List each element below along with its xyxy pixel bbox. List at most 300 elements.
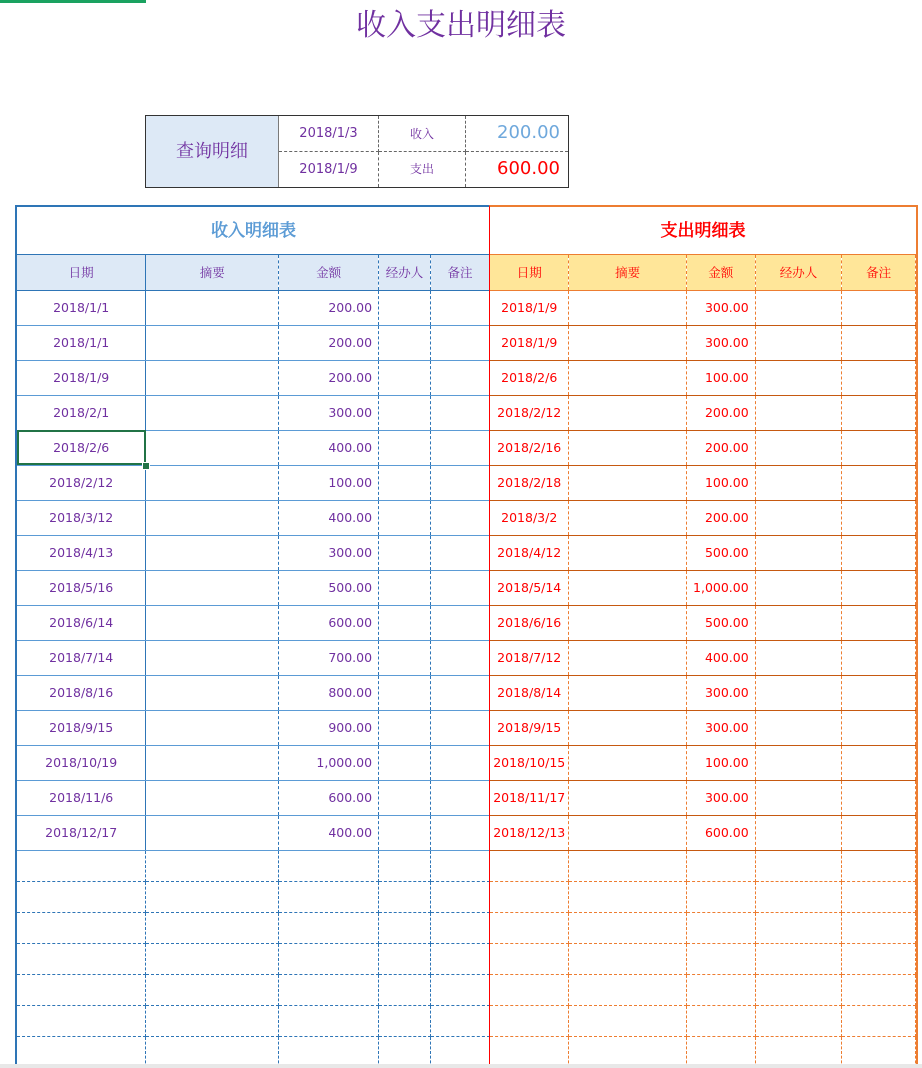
expense-empty-cell[interactable] [569, 943, 686, 974]
income-empty-cell[interactable] [17, 1005, 146, 1036]
expense-amount-cell[interactable]: 500.00 [686, 605, 755, 640]
income-summary-cell[interactable] [146, 570, 279, 605]
income-empty-cell[interactable] [279, 912, 379, 943]
expense-amount-cell[interactable]: 300.00 [686, 710, 755, 745]
income-note-cell[interactable] [431, 710, 490, 745]
income-date-cell[interactable]: 2018/12/17 [17, 815, 146, 850]
expense-date-cell[interactable]: 2018/2/6 [490, 360, 569, 395]
expense-summary-cell[interactable] [569, 290, 686, 325]
income-summary-cell[interactable] [146, 360, 279, 395]
expense-note-cell[interactable] [842, 535, 916, 570]
income-summary-cell[interactable] [146, 430, 279, 465]
expense-summary-cell[interactable] [569, 535, 686, 570]
expense-table-panel [489, 205, 918, 1068]
table-row [490, 710, 916, 745]
income-amount-cell[interactable]: 100.00 [279, 465, 379, 500]
table-row [17, 710, 490, 745]
income-empty-cell[interactable] [431, 974, 490, 1005]
table-row [17, 395, 490, 430]
table-row [17, 1036, 490, 1067]
active-cell-tab-accent [0, 0, 146, 3]
expense-note-cell[interactable] [842, 605, 916, 640]
income-amount-cell[interactable]: 400.00 [279, 500, 379, 535]
income-note-cell[interactable] [431, 675, 490, 710]
expense-header-cell[interactable]: 备注 [842, 255, 916, 290]
expense-header-cell[interactable]: 日期 [490, 255, 569, 290]
expense-empty-cell[interactable] [490, 1036, 569, 1067]
expense-handler-cell[interactable] [755, 430, 842, 465]
expense-handler-cell[interactable] [755, 815, 842, 850]
expense-note-cell[interactable] [842, 290, 916, 325]
table-row [17, 974, 490, 1005]
expense-empty-cell[interactable] [686, 881, 755, 912]
table-row [490, 1036, 916, 1067]
income-empty-cell[interactable] [17, 943, 146, 974]
expense-empty-cell[interactable] [755, 1005, 842, 1036]
income-table [17, 255, 490, 1068]
table-row [17, 465, 490, 500]
income-date-cell[interactable]: 2018/1/1 [17, 325, 146, 360]
expense-amount-cell[interactable]: 200.00 [686, 395, 755, 430]
expense-summary-cell[interactable] [569, 395, 686, 430]
expense-handler-cell[interactable] [755, 570, 842, 605]
income-empty-cell[interactable] [431, 881, 490, 912]
income-amount-cell[interactable]: 300.00 [279, 395, 379, 430]
query-end-date-cell[interactable]: 2018/1/9 [279, 152, 379, 187]
income-empty-cell[interactable] [431, 912, 490, 943]
table-row [17, 1005, 490, 1036]
expense-summary-cell[interactable] [569, 780, 686, 815]
expense-note-cell[interactable] [842, 325, 916, 360]
table-row [490, 640, 916, 675]
income-empty-cell[interactable] [17, 974, 146, 1005]
table-row [490, 500, 916, 535]
income-summary-cell[interactable] [146, 640, 279, 675]
expense-summary-cell[interactable] [569, 605, 686, 640]
income-summary-cell[interactable] [146, 745, 279, 780]
expense-date-cell[interactable]: 2018/1/9 [490, 325, 569, 360]
expense-summary-cell[interactable] [569, 430, 686, 465]
expense-note-cell[interactable] [842, 395, 916, 430]
expense-handler-cell[interactable] [755, 360, 842, 395]
income-empty-cell[interactable] [379, 1005, 431, 1036]
expense-note-cell[interactable] [842, 570, 916, 605]
income-amount-cell[interactable]: 600.00 [279, 780, 379, 815]
table-row [17, 881, 490, 912]
expense-handler-cell[interactable] [755, 500, 842, 535]
income-summary-cell[interactable] [146, 465, 279, 500]
income-empty-cell[interactable] [279, 943, 379, 974]
table-row [490, 325, 916, 360]
expense-empty-cell[interactable] [490, 1005, 569, 1036]
income-amount-cell[interactable]: 500.00 [279, 570, 379, 605]
expense-summary-cell[interactable] [569, 570, 686, 605]
table-row [17, 745, 490, 780]
expense-amount-cell[interactable]: 100.00 [686, 745, 755, 780]
income-empty-cell[interactable] [379, 974, 431, 1005]
expense-note-cell[interactable] [842, 465, 916, 500]
income-note-cell[interactable] [431, 605, 490, 640]
expense-amount-cell[interactable]: 300.00 [686, 325, 755, 360]
income-empty-cell[interactable] [146, 1005, 279, 1036]
income-header-cell[interactable]: 日期 [17, 255, 146, 290]
table-row [490, 815, 916, 850]
income-date-cell[interactable]: 2018/8/16 [17, 675, 146, 710]
expense-empty-cell[interactable] [569, 881, 686, 912]
income-summary-cell[interactable] [146, 675, 279, 710]
table-row [490, 535, 916, 570]
expense-summary-cell[interactable] [569, 745, 686, 780]
income-table-panel [15, 205, 490, 1068]
income-note-cell[interactable] [431, 570, 490, 605]
expense-note-cell[interactable] [842, 675, 916, 710]
income-handler-cell[interactable] [379, 710, 431, 745]
expense-handler-cell[interactable] [755, 710, 842, 745]
income-empty-cell[interactable] [379, 850, 431, 881]
expense-handler-cell[interactable] [755, 640, 842, 675]
table-row [17, 325, 490, 360]
expense-date-cell[interactable]: 2018/2/16 [490, 430, 569, 465]
income-date-cell[interactable]: 2018/1/9 [17, 360, 146, 395]
income-empty-cell[interactable] [379, 1036, 431, 1067]
income-empty-cell[interactable] [146, 912, 279, 943]
income-summary-cell[interactable] [146, 815, 279, 850]
query-expense-label: 支出 [379, 152, 466, 187]
income-handler-cell[interactable] [379, 675, 431, 710]
table-row [490, 912, 916, 943]
expense-note-cell[interactable] [842, 500, 916, 535]
expense-date-cell[interactable]: 2018/11/17 [490, 780, 569, 815]
table-row [17, 500, 490, 535]
income-amount-cell[interactable]: 600.00 [279, 605, 379, 640]
table-row [17, 912, 490, 943]
income-summary-cell[interactable] [146, 605, 279, 640]
income-note-cell[interactable] [431, 815, 490, 850]
income-amount-cell[interactable]: 200.00 [279, 290, 379, 325]
income-note-cell[interactable] [431, 465, 490, 500]
expense-date-cell[interactable]: 2018/9/15 [490, 710, 569, 745]
income-handler-cell[interactable] [379, 325, 431, 360]
income-date-cell[interactable]: 2018/10/19 [17, 745, 146, 780]
expense-date-cell[interactable]: 2018/2/18 [490, 465, 569, 500]
table-row [17, 605, 490, 640]
income-note-cell[interactable] [431, 535, 490, 570]
expense-header-cell[interactable]: 摘要 [569, 255, 686, 290]
expense-header-cell[interactable]: 经办人 [755, 255, 842, 290]
income-date-cell[interactable]: 2018/2/1 [17, 395, 146, 430]
income-empty-cell[interactable] [431, 850, 490, 881]
income-date-cell[interactable]: 2018/9/15 [17, 710, 146, 745]
expense-table [490, 255, 916, 1068]
table-row [490, 430, 916, 465]
income-summary-cell[interactable] [146, 290, 279, 325]
income-empty-cell[interactable] [17, 1036, 146, 1067]
table-row [490, 943, 916, 974]
expense-empty-cell[interactable] [569, 1005, 686, 1036]
income-handler-cell[interactable] [379, 500, 431, 535]
income-header-cell[interactable]: 经办人 [379, 255, 431, 290]
income-empty-cell[interactable] [17, 881, 146, 912]
expense-empty-cell[interactable] [755, 881, 842, 912]
income-empty-cell[interactable] [146, 881, 279, 912]
income-note-cell[interactable] [431, 290, 490, 325]
table-row [490, 605, 916, 640]
income-summary-cell[interactable] [146, 780, 279, 815]
expense-summary-cell[interactable] [569, 640, 686, 675]
expense-table-title: 支出明细表 [490, 207, 916, 255]
income-empty-cell[interactable] [379, 912, 431, 943]
expense-empty-cell[interactable] [755, 974, 842, 1005]
query-start-date-cell[interactable]: 2018/1/3 [279, 116, 379, 152]
income-amount-cell[interactable]: 200.00 [279, 325, 379, 360]
expense-summary-cell[interactable] [569, 465, 686, 500]
expense-handler-cell[interactable] [755, 465, 842, 500]
expense-empty-cell[interactable] [569, 1036, 686, 1067]
income-empty-cell[interactable] [146, 974, 279, 1005]
expense-summary-cell[interactable] [569, 500, 686, 535]
income-empty-cell[interactable] [279, 974, 379, 1005]
income-empty-cell[interactable] [146, 850, 279, 881]
expense-empty-cell[interactable] [569, 912, 686, 943]
table-row [490, 395, 916, 430]
expense-amount-cell[interactable]: 200.00 [686, 430, 755, 465]
income-date-cell[interactable]: 2018/5/16 [17, 570, 146, 605]
expense-summary-cell[interactable] [569, 675, 686, 710]
query-income-label: 收入 [379, 116, 466, 152]
expense-empty-cell[interactable] [755, 1036, 842, 1067]
table-row [17, 850, 490, 881]
fill-handle[interactable] [142, 462, 150, 470]
query-income-total: 200.00 [466, 116, 568, 152]
expense-date-cell[interactable]: 2018/10/15 [490, 745, 569, 780]
expense-date-cell[interactable]: 2018/12/13 [490, 815, 569, 850]
income-summary-cell[interactable] [146, 500, 279, 535]
income-handler-cell[interactable] [379, 605, 431, 640]
table-row [490, 290, 916, 325]
expense-summary-cell[interactable] [569, 710, 686, 745]
income-handler-cell[interactable] [379, 465, 431, 500]
income-summary-cell[interactable] [146, 710, 279, 745]
expense-amount-cell[interactable]: 100.00 [686, 360, 755, 395]
expense-amount-cell[interactable]: 100.00 [686, 465, 755, 500]
query-label: 查询明细 [146, 116, 279, 187]
table-row [17, 290, 490, 325]
expense-amount-cell[interactable]: 600.00 [686, 815, 755, 850]
income-amount-cell[interactable]: 400.00 [279, 430, 379, 465]
expense-date-cell[interactable]: 2018/1/9 [490, 290, 569, 325]
expense-amount-cell[interactable]: 200.00 [686, 500, 755, 535]
expense-summary-cell[interactable] [569, 325, 686, 360]
income-empty-cell[interactable] [379, 943, 431, 974]
income-note-cell[interactable] [431, 430, 490, 465]
income-handler-cell[interactable] [379, 815, 431, 850]
expense-empty-cell[interactable] [842, 850, 916, 881]
expense-note-cell[interactable] [842, 430, 916, 465]
income-note-cell[interactable] [431, 395, 490, 430]
expense-date-cell[interactable]: 2018/8/14 [490, 675, 569, 710]
expense-empty-cell[interactable] [490, 850, 569, 881]
income-empty-cell[interactable] [431, 1036, 490, 1067]
income-note-cell[interactable] [431, 325, 490, 360]
expense-note-cell[interactable] [842, 745, 916, 780]
expense-handler-cell[interactable] [755, 745, 842, 780]
query-expense-total: 600.00 [497, 158, 560, 179]
income-empty-cell[interactable] [431, 943, 490, 974]
table-row [17, 570, 490, 605]
income-empty-cell[interactable] [146, 943, 279, 974]
income-handler-cell[interactable] [379, 745, 431, 780]
income-date-cell[interactable]: 2018/3/12 [17, 500, 146, 535]
table-row [17, 943, 490, 974]
expense-note-cell[interactable] [842, 360, 916, 395]
table-row [17, 675, 490, 710]
expense-amount-cell[interactable]: 300.00 [686, 780, 755, 815]
expense-date-cell[interactable]: 2018/5/14 [490, 570, 569, 605]
expense-amount-cell[interactable]: 300.00 [686, 290, 755, 325]
table-row [490, 881, 916, 912]
expense-empty-cell[interactable] [569, 974, 686, 1005]
expense-handler-cell[interactable] [755, 675, 842, 710]
expense-empty-cell[interactable] [686, 1036, 755, 1067]
expense-amount-cell[interactable]: 500.00 [686, 535, 755, 570]
expense-empty-cell[interactable] [842, 943, 916, 974]
expense-handler-cell[interactable] [755, 780, 842, 815]
expense-header-row [490, 255, 916, 290]
expense-handler-cell[interactable] [755, 325, 842, 360]
expense-handler-cell[interactable] [755, 605, 842, 640]
expense-date-cell[interactable]: 2018/4/12 [490, 535, 569, 570]
income-empty-cell[interactable] [279, 1036, 379, 1067]
bottom-scroll-area [0, 1064, 922, 1068]
income-amount-cell[interactable]: 1,000.00 [279, 745, 379, 780]
income-amount-cell[interactable]: 200.00 [279, 360, 379, 395]
table-row [17, 430, 490, 465]
expense-header-cell[interactable]: 金额 [686, 255, 755, 290]
income-date-cell[interactable]: 2018/6/14 [17, 605, 146, 640]
income-date-cell[interactable]: 2018/2/6 [17, 430, 146, 465]
expense-date-cell[interactable]: 2018/7/12 [490, 640, 569, 675]
income-note-cell[interactable] [431, 500, 490, 535]
income-date-cell[interactable]: 2018/4/13 [17, 535, 146, 570]
expense-empty-cell[interactable] [490, 974, 569, 1005]
table-row [17, 780, 490, 815]
income-amount-cell[interactable]: 900.00 [279, 710, 379, 745]
expense-date-cell[interactable]: 2018/3/2 [490, 500, 569, 535]
income-empty-cell[interactable] [17, 912, 146, 943]
expense-amount-cell[interactable]: 400.00 [686, 640, 755, 675]
income-handler-cell[interactable] [379, 360, 431, 395]
expense-handler-cell[interactable] [755, 395, 842, 430]
expense-summary-cell[interactable] [569, 815, 686, 850]
expense-handler-cell[interactable] [755, 535, 842, 570]
income-handler-cell[interactable] [379, 780, 431, 815]
table-row [490, 465, 916, 500]
expense-empty-cell[interactable] [842, 881, 916, 912]
income-empty-cell[interactable] [379, 881, 431, 912]
expense-empty-cell[interactable] [490, 943, 569, 974]
page-title: 收入支出明细表 [356, 8, 566, 43]
income-header-cell[interactable]: 备注 [431, 255, 490, 290]
table-row [490, 745, 916, 780]
income-amount-cell[interactable]: 700.00 [279, 640, 379, 675]
income-empty-cell[interactable] [279, 881, 379, 912]
income-handler-cell[interactable] [379, 570, 431, 605]
income-empty-cell[interactable] [279, 1005, 379, 1036]
income-handler-cell[interactable] [379, 430, 431, 465]
expense-note-cell[interactable] [842, 710, 916, 745]
expense-empty-cell[interactable] [490, 881, 569, 912]
table-row [490, 780, 916, 815]
income-amount-cell[interactable]: 300.00 [279, 535, 379, 570]
income-summary-cell[interactable] [146, 535, 279, 570]
income-summary-cell[interactable] [146, 395, 279, 430]
expense-empty-cell[interactable] [686, 1005, 755, 1036]
expense-empty-cell[interactable] [755, 912, 842, 943]
expense-handler-cell[interactable] [755, 290, 842, 325]
income-note-cell[interactable] [431, 640, 490, 675]
income-date-cell[interactable]: 2018/2/12 [17, 465, 146, 500]
income-note-cell[interactable] [431, 780, 490, 815]
income-note-cell[interactable] [431, 745, 490, 780]
expense-date-cell[interactable]: 2018/6/16 [490, 605, 569, 640]
expense-empty-cell[interactable] [842, 974, 916, 1005]
income-date-cell[interactable]: 2018/1/1 [17, 290, 146, 325]
expense-empty-cell[interactable] [686, 850, 755, 881]
income-header-cell[interactable]: 摘要 [146, 255, 279, 290]
income-empty-cell[interactable] [146, 1036, 279, 1067]
income-date-cell[interactable]: 2018/11/6 [17, 780, 146, 815]
expense-empty-cell[interactable] [842, 1036, 916, 1067]
table-row [490, 675, 916, 710]
expense-empty-cell[interactable] [686, 974, 755, 1005]
income-empty-cell[interactable] [279, 850, 379, 881]
expense-empty-cell[interactable] [490, 912, 569, 943]
table-row [490, 570, 916, 605]
income-date-cell[interactable]: 2018/7/14 [17, 640, 146, 675]
expense-date-cell[interactable]: 2018/2/12 [490, 395, 569, 430]
income-note-cell[interactable] [431, 360, 490, 395]
expense-summary-cell[interactable] [569, 360, 686, 395]
expense-note-cell[interactable] [842, 815, 916, 850]
table-row [17, 640, 490, 675]
expense-empty-cell[interactable] [686, 943, 755, 974]
query-summary-box [145, 115, 569, 188]
income-summary-cell[interactable] [146, 325, 279, 360]
income-handler-cell[interactable] [379, 290, 431, 325]
table-row [490, 974, 916, 1005]
expense-empty-cell[interactable] [686, 912, 755, 943]
expense-empty-cell[interactable] [842, 1005, 916, 1036]
expense-empty-cell[interactable] [569, 850, 686, 881]
expense-note-cell[interactable] [842, 780, 916, 815]
income-handler-cell[interactable] [379, 395, 431, 430]
income-table-title: 收入明细表 [17, 207, 490, 255]
income-header-cell[interactable]: 金额 [279, 255, 379, 290]
expense-empty-cell[interactable] [842, 912, 916, 943]
table-row [490, 1005, 916, 1036]
expense-empty-cell[interactable] [755, 943, 842, 974]
income-handler-cell[interactable] [379, 535, 431, 570]
expense-note-cell[interactable] [842, 640, 916, 675]
income-empty-cell[interactable] [17, 850, 146, 881]
income-handler-cell[interactable] [379, 640, 431, 675]
expense-amount-cell[interactable]: 300.00 [686, 675, 755, 710]
expense-empty-cell[interactable] [755, 850, 842, 881]
income-amount-cell[interactable]: 400.00 [279, 815, 379, 850]
expense-amount-cell[interactable]: 1,000.00 [686, 570, 755, 605]
income-empty-cell[interactable] [431, 1005, 490, 1036]
income-amount-cell[interactable]: 800.00 [279, 675, 379, 710]
